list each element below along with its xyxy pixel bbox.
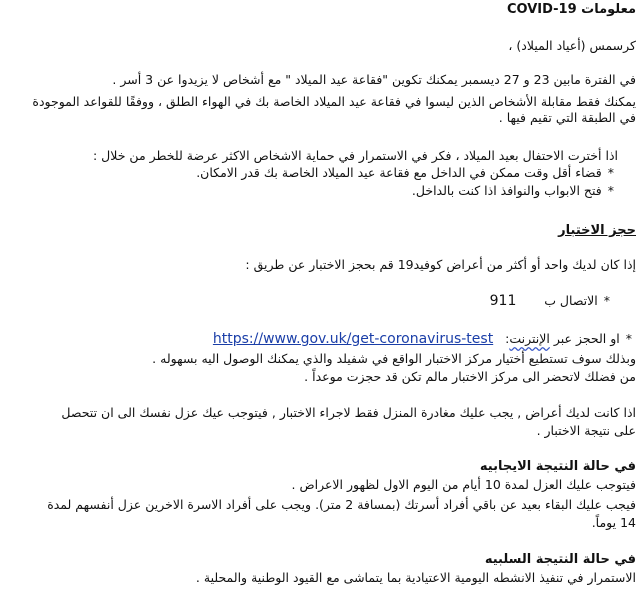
online-label: او الحجز عبر [553, 331, 620, 346]
phone-label: الاتصال ب [544, 293, 598, 308]
paragraph-line: اذا كانت لديك أعراض , يجب عليك مغادرة المنزل فقط لاجراء الاختبار , فيتوجب عيك عزل نفسك الى ان تتحصل [61, 405, 636, 420]
section-heading-booking: حجز الاختبار [558, 223, 636, 238]
section-heading-positive: في حالة النتيجة الايجابيه [479, 459, 636, 474]
paragraph-line: من فضلك لاتحضر الى مركز الاختبار مالم تكن قد حجزت موعداً . [304, 369, 636, 384]
paragraph-line: على نتيجة الاختبار . [536, 423, 636, 438]
phone-option [8, 293, 610, 309]
paragraph-line: 14 يوماً. [591, 515, 636, 530]
bullet-marker: * [607, 183, 614, 198]
paragraph-line: الاستمرار في تنفيذ الانشطه اليومية الاعتيادية بما يتماشى مع القيود الوطنية والمحلية . [195, 570, 636, 585]
phone-number: 911 [489, 293, 517, 309]
page-title: معلومات COVID-19 [506, 2, 636, 17]
paragraph-line: في الفترة مابين 23 و 27 ديسمبر يمكنك تكوين "فقاعة عيد الميلاد " مع أشخاص لا يزيدوا عن 3 أسر . [112, 72, 636, 87]
bullet-text: فتح الابواب والنوافذ اذا كنت بالداخل. [411, 183, 602, 198]
paragraph-line: وبذلك سوف تستطيع أختيار مركز الاختبار الواقع في شفيلد والذي يمكنك الوصول اليه بسهوله . [152, 351, 636, 366]
paragraph-line: في الطبقة التي تقيم فيها . [498, 110, 636, 125]
online-option: *او الحجز عبر الإنترنت: https://www.gov.uk/get-coronavirus-test [212, 331, 632, 347]
bullet-marker: * [603, 293, 610, 308]
paragraph-line: اذا أخترت الاحتفال بعيد الميلاد ، فكر في الاستمرار في حماية الاشخاص الاكثر عرضة للخطر من خلال : [93, 148, 618, 163]
paragraph-line: فيتوجب عليك العزل لمدة 10 أيام من اليوم الاول لظهور الاعراض . [291, 477, 636, 492]
bullet-text: قضاء أقل وقت ممكن في الداخل مع فقاعة عيد الميلاد الخاصة بك قدر الامكان. [196, 165, 602, 180]
paragraph-line: إذا كان لديك واحد أو أكثر من أعراض كوفيد19 قم بحجز الاختبار عن طريق : [245, 257, 636, 272]
booking-link[interactable]: https://www.gov.uk/get-coronavirus-test [212, 331, 494, 347]
bullet-item [8, 183, 614, 199]
online-word: الإنترنت [509, 331, 550, 346]
paragraph-line: يمكنك فقط مقابلة الأشخاص الذين ليسوا في فقاعة عيد الميلاد الخاصة بك في الهواء الطلق ، ووفقًا للقواعد الموجودة [32, 94, 636, 109]
section-heading-negative: في حالة النتيجة السلبيه [484, 552, 636, 567]
bullet-item [8, 165, 614, 181]
paragraph-line: فيجب عليك البقاء بعيد عن باقي أفراد أسرتك (بمسافة 2 متر). ويجب على أفراد الاسرة الاخرين عزل أنفسهم لمدة [47, 497, 636, 512]
bullet-marker: * [625, 331, 632, 346]
intro-text: كرسمس (أعياد الميلاد) ، [508, 38, 636, 53]
bullet-marker: * [607, 165, 614, 180]
